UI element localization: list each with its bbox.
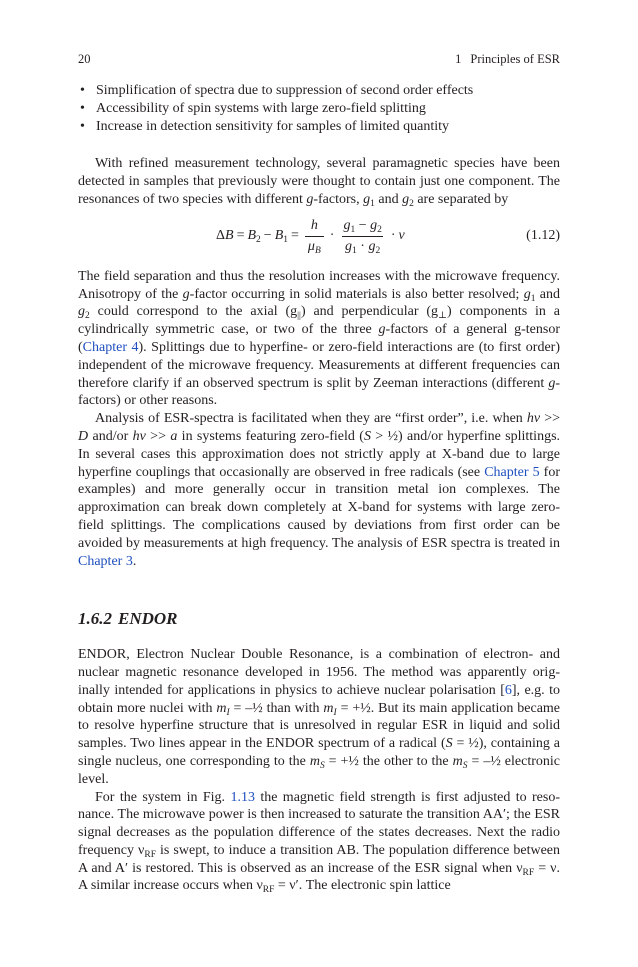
bullet-item: • Simplification of spectra due to suppression of second order effects: [80, 83, 474, 98]
equation-1-12: [78, 213, 560, 265]
chapter-heading: [455, 52, 560, 67]
bullet-item: • Accessibility of spin systems with large zero-field splitting: [80, 100, 426, 116]
equation-number: (1.12): [526, 227, 560, 243]
bullet-icon: •: [80, 83, 85, 98]
body-text: [78, 82, 560, 895]
bullet-list: [78, 82, 560, 135]
equation-expression: ΔB = $B_2$ − $B_1$ = $\frac{h}{\mu_B}$ · $\frac{g_1 - g_2}{g_1 \cdot g_2}$ · ν: [216, 217, 405, 256]
paragraph: ENDOR, Electron Nuclear Double Resonance, is a combination of electron- and nuclear magnetic resonance developed in 1956. The method was apparently originally intended for applications in physics to achieve nuclear polarisation [6], e.g. to obtain more nuclei with $m_I$ = –½ than with $m_I$ = +½. But its main application became to resolve hyperfine structure that is unresolved in regular ESR in liquid and solid samples. Two lines appear in the ENDOR spectrum of a radical (S = ½), containing a single nucleus, one corresponding to the $m_S$ = +½ the other to the $m_S$ = –½ electronic level.: [78, 647, 561, 787]
page-number: 20: [78, 52, 91, 66]
paragraph: For the system in Fig. 1.13 the magnetic field strength is first adjusted to resonance. The microwave power is then increased to saturate the transition AA′; the ESR signal decreases as the population difference of the states decreases. Next the radio frequency $\nu_{RF}$ is swept, to induce a transition AB. The population difference between A and A′ is restored. This is observed as an increase of the ESR signal when $\nu_{RF} = \nu$. A similar increase occurs when $\nu_{RF} = \nu'$. The electronic spin lattice: [78, 789, 561, 896]
section-title: ENDOR: [118, 609, 178, 629]
section-heading: [78, 610, 560, 628]
chapter-title: Principles of ESR: [470, 52, 560, 66]
bullet-icon: •: [80, 118, 85, 134]
bullet-icon: •: [80, 100, 85, 116]
section-number: 1.6.2: [78, 609, 112, 629]
paragraph: Analysis of ESR-spectra is facilitated when they are “first order”, i.e. when hν >> D and/or hν >> a in systems featuring zero-field (S > ½) and/or hyperfine splittings. In several cases this approximation does not strictly apply at X-band due to large hyperfine couplings that occasionally are observed in free radicals (see Chapter 5 for examples) and more generally occur in transition metal ion complexes. The approximation can break down completely at X-band for systems with large zero-field splittings. The complications caused by deviations from first order can be avoided by measurements at high frequency. The analysis of ESR spectra is treated in Chapter 3.: [78, 411, 561, 569]
chapter-4-link[interactable]: Chapter 4: [82, 339, 139, 355]
figure-1-13-link[interactable]: 1.13: [230, 789, 255, 805]
chapter-5-link[interactable]: Chapter 5: [484, 464, 540, 480]
chapter-3-link[interactable]: Chapter 3: [78, 553, 133, 569]
bullet-item: • Increase in detection sensitivity for samples of limited quantity: [80, 118, 450, 134]
reference-6-link[interactable]: 6: [504, 682, 512, 698]
chapter-number: 1: [455, 52, 462, 66]
paragraph: The field separation and thus the resolution increases with the microwave frequency. Anisotropy of the g-factor occurring in solid materials is also better resolved; $g_1$ and $g_2$ could correspond to the axial $(g_{||})$ and perpendicular $(g_\perp)$ components in a cylindrically symmetric case, or two of the three g-factors of a general g-tensor (Chapter 4). Splittings due to hyperfine- or zero-field interactions are (to first order) independent of the microwave frequency. Measurements at different frequencies can therefore clarify if an observed spectrum is split by Zeeman interactions (different g-factors) or other reasons.: [78, 268, 561, 409]
paragraph: With refined measurement technology, several paramagnetic species have been detected in samples that previously were thought to contain just one component. The resonances of two species with different g-factors, $g_1$ and $g_2$ are separated by: [78, 156, 560, 209]
